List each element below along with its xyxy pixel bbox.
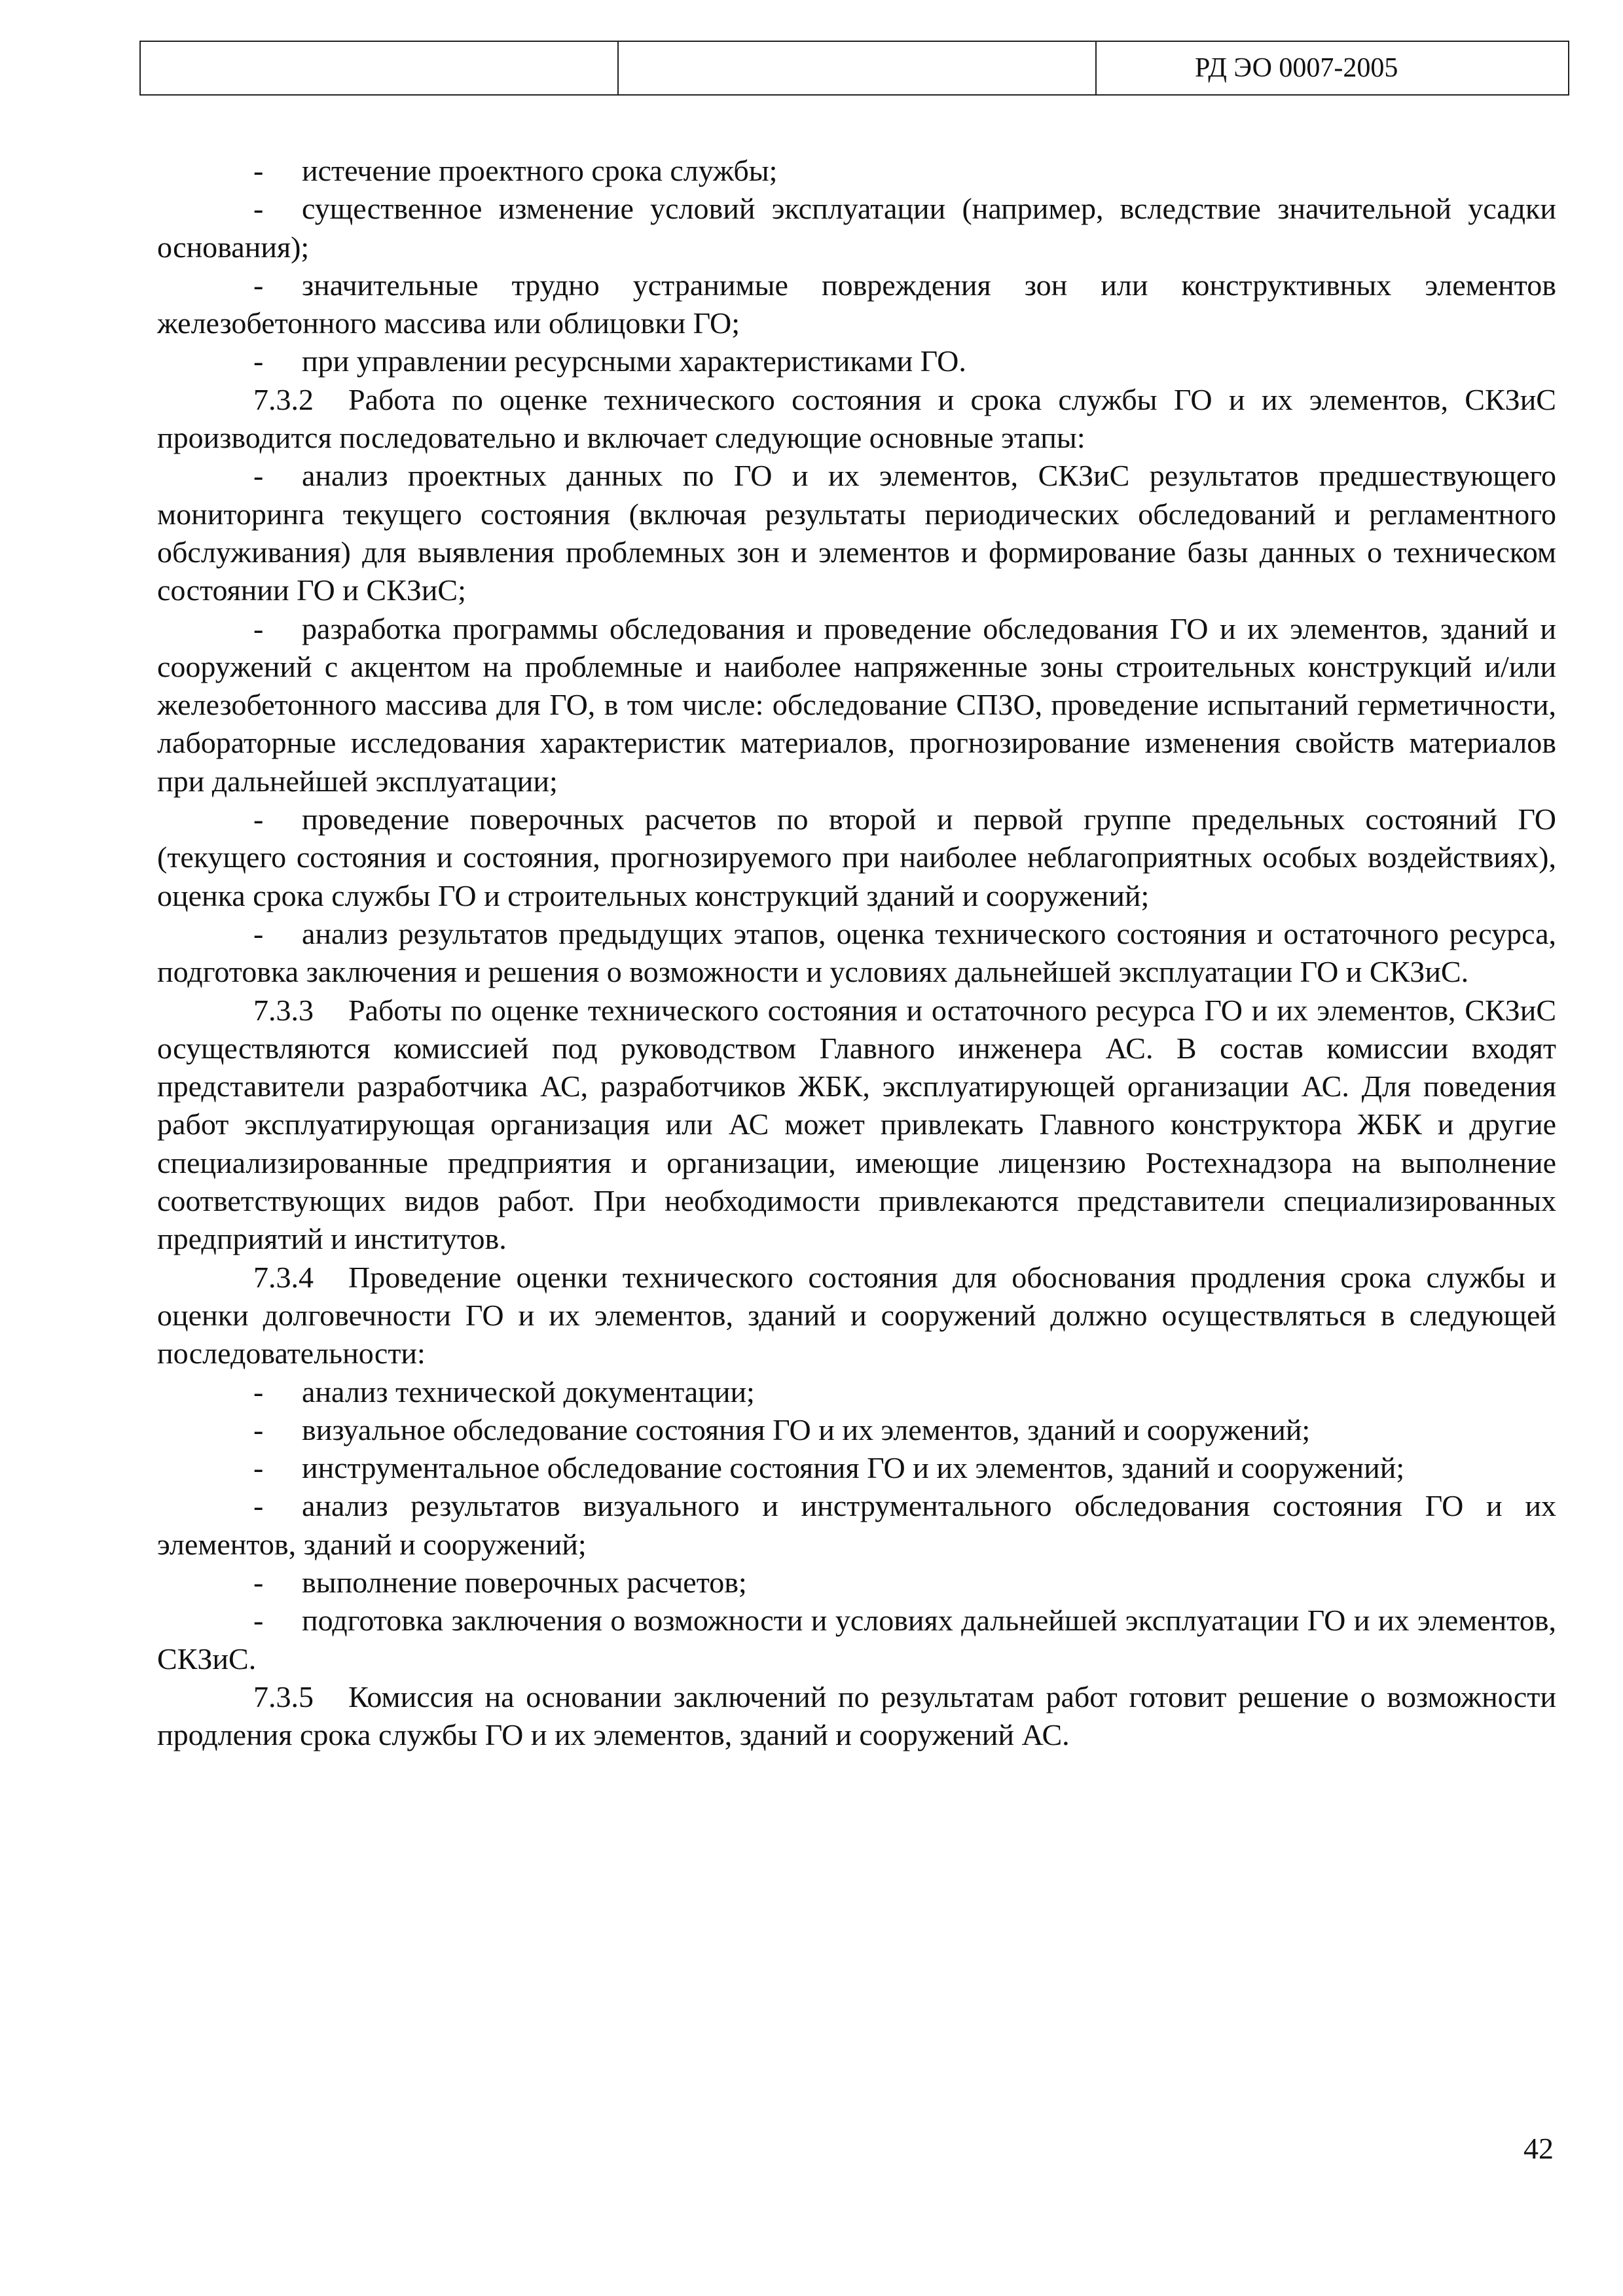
clause-number: 7.3.3	[253, 993, 314, 1027]
document-code: РД ЭО 0007-2005	[1195, 53, 1398, 83]
header-cell-1	[141, 42, 619, 94]
list-item	[157, 1602, 1556, 1678]
list-dash: -	[253, 1604, 264, 1638]
list-dash: -	[253, 1451, 264, 1485]
paragraph-text: разработка программы обследования и проведение обследования ГО и их элементов, зданий и сооружений с акцентом на проблемные и наиболее напряженные зоны строительных конструкций и/или железобетонного массива для ГО, в том числе: обследование СПЗО, проведение испытаний герметичности, лабораторные исследования характеристик материалов, прогнозирование изменения свойств материалов при дальнейшей эксплуатации;	[157, 611, 1556, 798]
list-item	[157, 342, 1556, 380]
list-item	[157, 1564, 1556, 1602]
numbered-paragraph	[157, 1259, 1556, 1373]
paragraph-text: при управлении ресурсными характеристиками ГО.	[302, 344, 966, 378]
numbered-paragraph	[157, 1678, 1556, 1755]
paragraph-text: анализ результатов предыдущих этапов, оценка технического состояния и остаточного ресурса, подготовка заключения и решения о возможности и условиях дальнейшей эксплуатации ГО и СКЗиС.	[157, 916, 1556, 989]
list-item	[157, 1373, 1556, 1411]
header-cell-2	[619, 42, 1097, 94]
paragraph-text: подготовка заключения о возможности и условиях дальнейшей эксплуатации ГО и их элементов, СКЗиС.	[157, 1604, 1556, 1676]
page-number: 42	[1523, 2132, 1554, 2165]
list-dash: -	[253, 1374, 264, 1408]
list-item	[157, 610, 1556, 800]
paragraph-text: анализ проектных данных по ГО и их элементов, СКЗиС результатов предшествующего мониторинга текущего состояния (включая результаты периодических обследований и регламентного обслуживания) для выявления проблемных зон и элементов и формирование базы данных о техническом состоянии ГО и СКЗиС;	[157, 459, 1556, 607]
list-item	[157, 152, 1556, 190]
clause-number: 7.3.4	[253, 1260, 314, 1294]
list-dash: -	[253, 916, 264, 950]
list-item	[157, 915, 1556, 992]
list-item	[157, 190, 1556, 266]
paragraph-text: инструментальное обследование состояния ГО и их элементов, зданий и сооружений;	[302, 1451, 1405, 1485]
list-dash: -	[253, 154, 264, 187]
paragraph-text: Проведение оценки технического состояния для обоснования продления срока службы и оценки долговечности ГО и их элементов, зданий и сооружений должно осуществляться в следующей последовательности:	[157, 1260, 1556, 1371]
list-dash: -	[253, 802, 264, 836]
paragraph-text: проведение поверочных расчетов по второй и первой группе предельных состояний ГО (текущего состояния и состояния, прогнозируемого при наиболее неблагоприятных особых воздействиях), оценка срока службы ГО и строительных конструкций зданий и сооружений;	[157, 802, 1556, 912]
list-item	[157, 457, 1556, 609]
header-table	[139, 41, 1569, 96]
list-dash: -	[253, 268, 264, 302]
paragraph-text: выполнение поверочных расчетов;	[302, 1565, 747, 1599]
list-dash: -	[253, 1412, 264, 1446]
list-dash: -	[253, 192, 264, 226]
paragraph-text: Работы по оценке технического состояния и остаточного ресурса ГО и их элементов, СКЗиС осуществляются комиссией под руководством Главного инженера АС. В состав комиссии входят представители разработчика АС, разработчиков ЖБК, эксплуатирующей организации АС. Для поведения работ эксплуатирующая организация или АС может привлекать Главного конструктора ЖБК и другие специализированные предприятия и организации, имеющие лицензию Ростехнадзора на выполнение соответствующих видов работ. При необходимости привлекаются представители специализированных предприятий и институтов.	[157, 993, 1556, 1256]
list-item	[157, 266, 1556, 343]
list-item	[157, 800, 1556, 915]
paragraph-text: визуальное обследование состояния ГО и их элементов, зданий и сооружений;	[302, 1412, 1311, 1446]
list-dash: -	[253, 611, 264, 645]
paragraph-text: истечение проектного срока службы;	[302, 154, 778, 187]
paragraph-text: существенное изменение условий эксплуатации (например, вследствие значительной усадки основания);	[157, 192, 1556, 264]
clause-number: 7.3.5	[253, 1679, 314, 1713]
numbered-paragraph	[157, 992, 1556, 1259]
list-item	[157, 1411, 1556, 1449]
list-dash: -	[253, 1565, 264, 1599]
clause-number: 7.3.2	[253, 382, 314, 416]
paragraph-text: значительные трудно устранимые повреждения зон или конструктивных элементов железобетонного массива или облицовки ГО;	[157, 268, 1556, 340]
paragraph-text: Работа по оценке технического состояния и срока службы ГО и их элементов, СКЗиС производится последовательно и включает следующие основные этапы:	[157, 382, 1556, 455]
list-dash: -	[253, 1489, 264, 1523]
list-dash: -	[253, 459, 264, 493]
paragraph-text: Комиссия на основании заключений по результатам работ готовит решение о возможности продления срока службы ГО и их элементов, зданий и сооружений АС.	[157, 1679, 1556, 1752]
body-text	[157, 152, 1556, 1754]
list-dash: -	[253, 344, 264, 378]
list-item	[157, 1449, 1556, 1487]
paragraph-text: анализ результатов визуального и инструментального обследования состояния ГО и их элементов, зданий и сооружений;	[157, 1489, 1556, 1561]
paragraph-text: анализ технической документации;	[302, 1374, 755, 1408]
numbered-paragraph	[157, 381, 1556, 457]
list-item	[157, 1487, 1556, 1564]
